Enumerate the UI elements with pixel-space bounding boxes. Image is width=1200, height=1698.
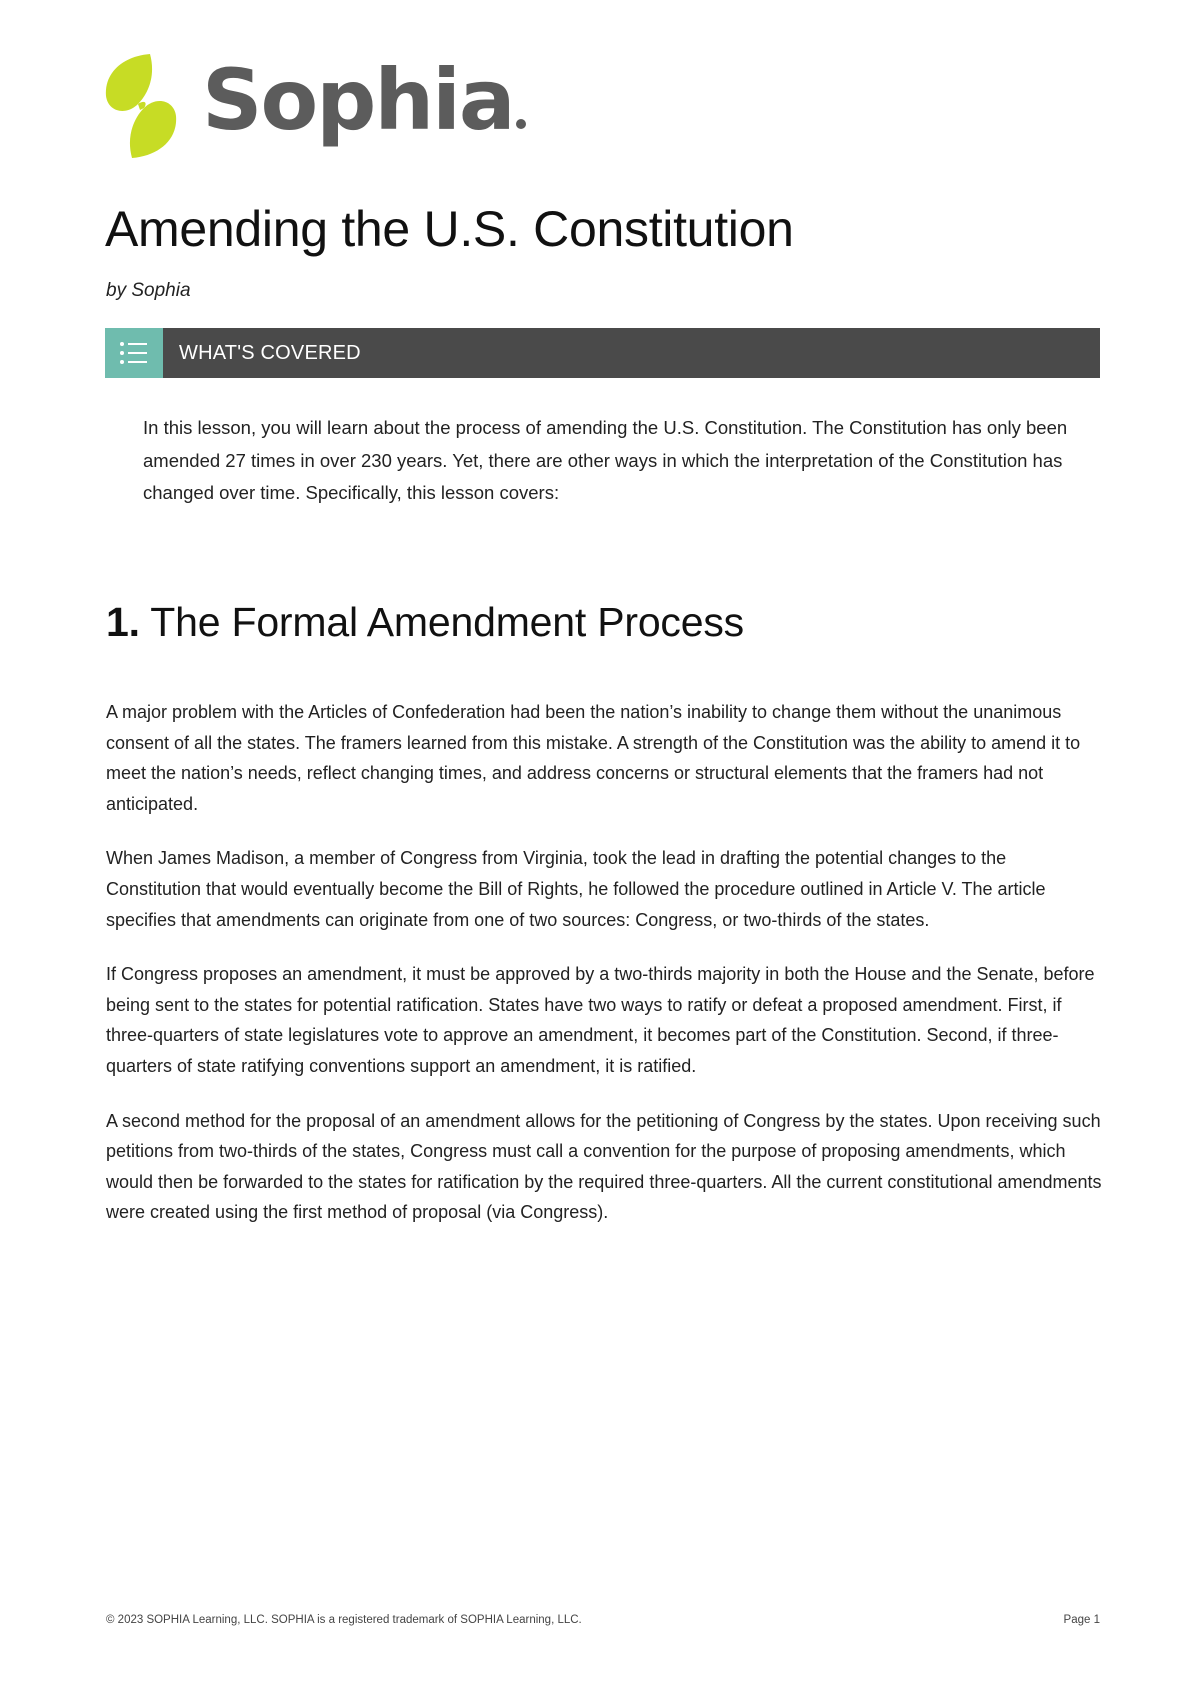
paragraph-4: A second method for the proposal of an amendment allows for the petitioning of Congress by the states. Upon receiving such petitions from two-thirds of the states, Congress must call a convention for the purpose of proposing amendments, which would then be forwarded to the states for ratification by the required three-quarters. All the current constitutional amendments were created using the first method of proposal (via Congress). — [106, 1110, 1102, 1223]
byline: by Sophia — [106, 280, 191, 301]
logo-dot — [516, 119, 526, 129]
paragraph-1: A major problem with the Articles of Confederation had been the nation’s inability to change them without the unanimous consent of all the states. The framers learned from this mistake. A strength of the Constitution was the ability to amend it to meet the nation’s needs, reflect changing times, and address concerns or structural elements that the framers had not anticipated. — [106, 702, 1081, 814]
section-heading — [106, 596, 744, 648]
footer-page-number: Page 1 — [1063, 1614, 1100, 1626]
paragraph-2: When James Madison, a member of Congress from Virginia, took the lead in drafting the potential changes to the Constitution that would eventually become the Bill of Rights, he followed the procedure outlined in Article V. The article specifies that amendments can originate from one of two sources: Congress, or two-thirds of the states. — [106, 848, 1046, 930]
whats-covered-icon-box — [105, 328, 163, 378]
footer-copyright: © 2023 SOPHIA Learning, LLC. SOPHIA is a registered trademark of SOPHIA Learning, LLC. — [106, 1614, 582, 1626]
section-number: 1. — [106, 599, 140, 645]
section-body — [106, 697, 1106, 1252]
page-title: Amending the U.S. Constitution — [105, 201, 794, 257]
whats-covered-bar — [105, 328, 1100, 378]
paragraph-3: If Congress proposes an amendment, it must be approved by a two-thirds majority in both the House and the Senate, before being sent to the states for potential ratification. States have two ways to ratify or defeat a proposed amendment. First, if three-quarters of state legislatures vote to approve an amendment, it becomes part of the Constitution. Second, if three-quarters of state ratifying conventions support an amendment, it is ratified. — [106, 964, 1095, 1076]
logo-wordmark: Sophia — [202, 58, 526, 142]
sophia-logo — [104, 51, 526, 158]
list-icon — [119, 340, 149, 366]
sophia-s-mark-icon — [104, 54, 178, 158]
section-heading-text: The Formal Amendment Process — [150, 599, 744, 645]
whats-covered-text: In this lesson, you will learn about the process of amending the U.S. Constitution. The Constitution has only been amended 27 times in over 230 years. Yet, there are other ways in which the interpretation of the Constitution has changed over time. Specifically, this lesson covers: — [143, 417, 1068, 503]
whats-covered-label: WHAT'S COVERED — [179, 341, 361, 364]
